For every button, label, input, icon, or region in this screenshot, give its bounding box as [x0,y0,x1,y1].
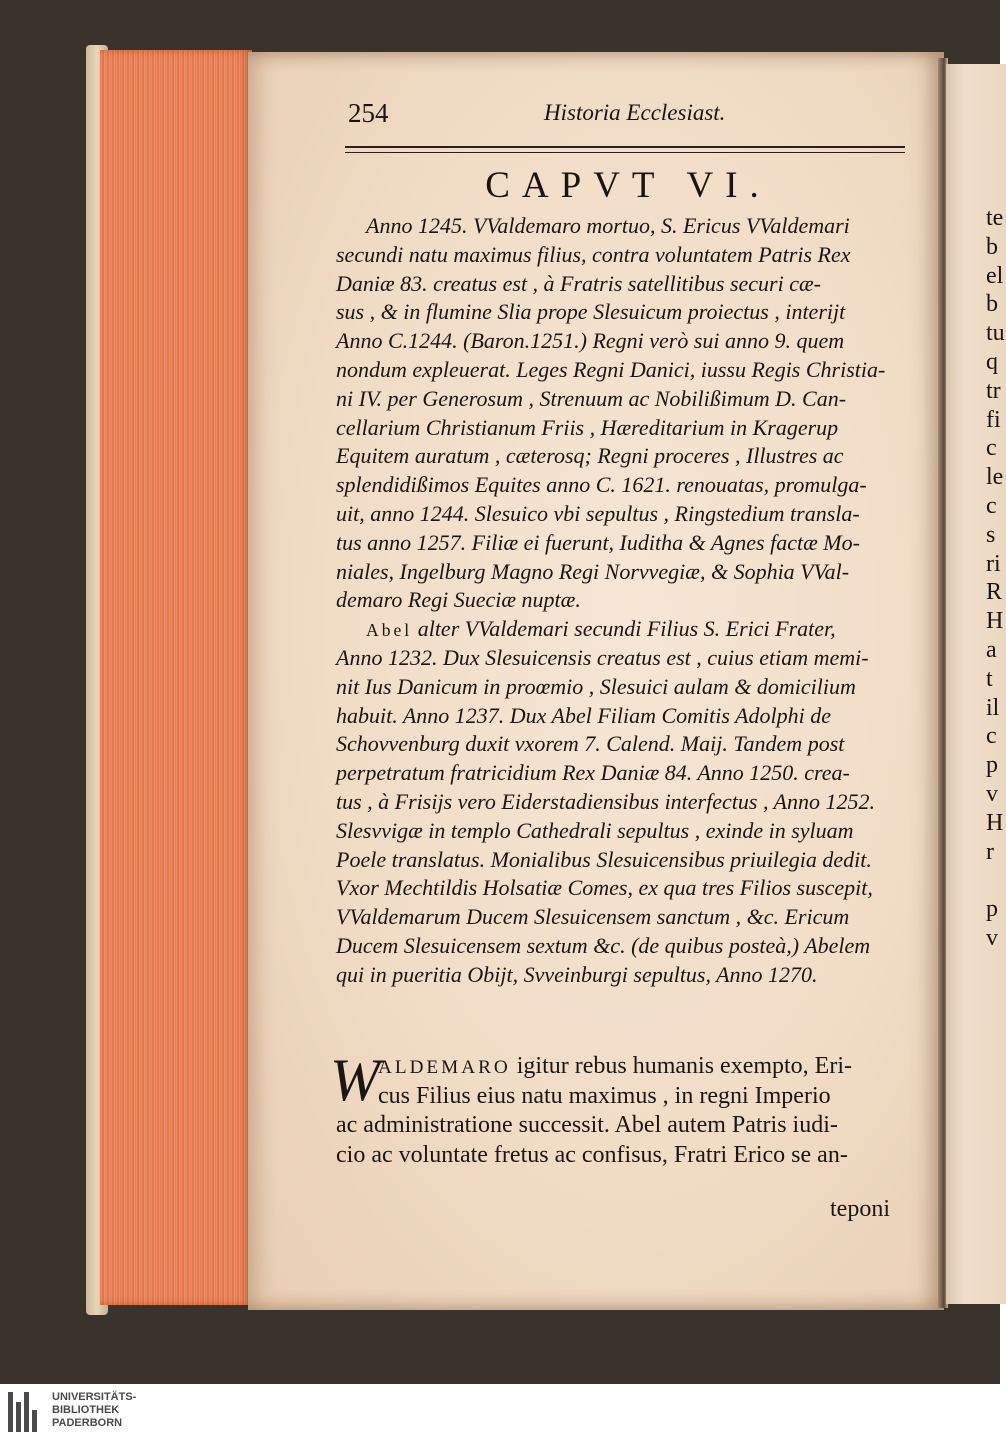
facing-fragment: le [986,464,1004,491]
facing-fragment: il [986,694,1000,721]
abel-name: Abel [366,620,413,641]
text-line: sus , & in flumine Slia prope Slesuicum proiectus , interijt [336,299,846,325]
text-line: demaro Regi Sueciæ nuptæ. [336,587,581,613]
facing-fragment: ri [986,550,1001,577]
text-line: Schovvenburg duxit vxorem 7. Calend. Maij. Tandem post [336,731,845,757]
roman-text-block [336,1052,910,1170]
facing-fragment: a [986,636,997,663]
abel-paragraph-first-line [336,615,910,644]
text-line: Equitem auratum , cæterosq; Regni proceres , Illustres ac [336,443,844,469]
text-line: tus , à Frisijs vero Eiderstadiensibus interfectus , Anno 1252. [336,788,875,814]
text-line: Slesvvigæ in templo Cathedrali sepultus , exinde in syluam [336,817,854,843]
page-number: 254 [348,98,389,128]
text-line: tus anno 1257. Filiæ ei fuerunt, Iuditha & Agnes factæ Mo- [336,529,860,555]
text-line: uit, anno 1244. Slesuico vbi sepultus , Ringstedium transla- [336,500,860,526]
facing-fragment: c [986,492,997,519]
page-header [348,98,908,134]
erik-paragraph [336,212,910,615]
text-line: Anno 1232. Dux Slesuicensis creatus est , cuius etiam memi- [336,644,869,670]
catchword: teponi [830,1196,890,1222]
facing-fragment: p [986,752,998,779]
text-line: niales, Ingelburg Magno Regi Norvvegiæ, & Sophia VVal- [336,558,850,584]
facing-fragment: H [986,608,1004,635]
facing-fragment: v [986,780,998,807]
facing-fragment: b [986,291,998,318]
roman-line-4: cio ac voluntate fretus ac confisus, Fratri Erico se an- [336,1141,848,1168]
library-logo-text: UNIVERSITÄTS- BIBLIOTHEK PADERBORN [52,1391,137,1429]
text-line: splendidißimos Equites anno C. 1621. renouatas, promulga- [336,472,867,498]
facing-fragment: tu [986,320,1005,347]
text-line: Vxor Mechtildis Holsatiæ Comes, ex qua tres Filios suscepit, [336,875,873,901]
facing-fragment: el [986,262,1004,289]
first-word: ALDEMARO [378,1057,511,1078]
facing-fragment: q [986,348,998,375]
text-line: habuit. Anno 1237. Dux Abel Filiam Comitis Adolphi de [336,702,831,728]
facing-fragment: t [986,665,993,692]
text-line: secundi natu maximus filius, contra voluntatem Patris Rex [336,241,851,267]
text-line: nondum expleuerat. Leges Regni Danici, iussu Regis Christia- [336,356,886,382]
facing-fragment: s [986,521,996,548]
facing-fragment: c [986,723,997,750]
facing-fragment [986,866,1006,895]
facing-fragment: v [986,924,998,951]
abel-first-line-text: alter VValdemari secundi Filius S. Erici Frater, [417,616,836,642]
library-logo [0,1384,1000,1442]
roman-line-3: ac administratione successit. Abel autem Patris iudi- [336,1112,838,1138]
roman-first-line-text: igitur rebus humanis exempto, Eri- [516,1053,852,1079]
header-rule [345,146,905,153]
italic-text-block [336,212,910,990]
facing-fragment: fi [986,406,1001,433]
text-line: nit Ius Danicum in proœmio , Slesuici aulam & domicilium [336,673,856,699]
text-line: Ducem Slesuicensem sextum &c. (de quibus posteà,) Abelem [336,932,871,958]
text-line: cellarium Christianum Friis , Hæreditarium in Kragerup [336,414,839,440]
facing-fragment: H [986,809,1004,836]
facing-fragment: tr [986,377,1001,404]
library-logo-icon [8,1392,44,1432]
chapter-title: CAPVT VI. [485,165,771,206]
facing-fragment: te [986,205,1004,231]
text-line: Anno 1245. VValdemaro mortuo, S. Ericus VValdemari [366,213,850,238]
roman-first-line [336,1052,910,1082]
facing-fragment: b [986,233,998,260]
abel-paragraph [336,644,910,990]
facing-fragment: R [986,579,1003,606]
text-line: Anno C.1244. (Baron.1251.) Regni verò sui anno 9. quem [336,328,845,354]
text-line: Daniæ 83. creatus est , à Fratris satellitibus securi cæ- [336,270,821,296]
roman-line-2: cus Filius eius natu maximus , in regni Imperio [378,1082,831,1109]
facing-page [946,64,1006,1304]
facing-fragment: r [986,838,994,865]
facing-fragment: p [986,896,998,923]
text-line: Poele translatus. Monialibus Slesuicensibus priuilegia dedit. [336,846,872,872]
text-line: ni IV. per Generosum , Strenuum ac Nobilißimum D. Can- [336,385,847,411]
page-edges-red [100,50,252,1305]
text-line: qui in pueritia Obijt, Svveinburgi sepultus, Anno 1270. [336,961,818,987]
running-title: Historia Ecclesiast. [544,100,726,125]
facing-fragment: c [986,435,997,462]
text-line: perpetratum fratricidium Rex Daniæ 84. Anno 1250. crea- [336,760,850,786]
text-line: VValdemarum Ducem Slesuicensem sanctum , &c. Ericum [336,904,850,930]
facing-page-text [986,204,1006,953]
drop-cap: W [330,1047,380,1113]
